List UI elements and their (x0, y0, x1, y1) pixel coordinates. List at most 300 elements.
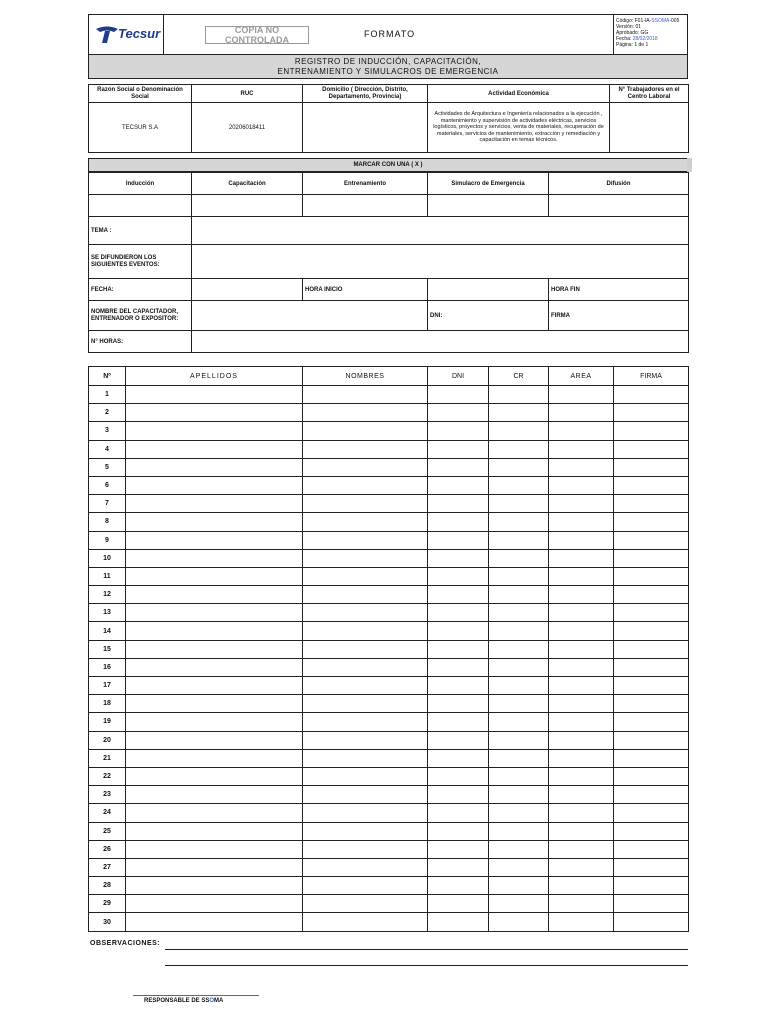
cell-dni[interactable] (428, 695, 489, 713)
table-row (89, 604, 689, 622)
cell-num: 20 (89, 731, 126, 749)
cell-cr[interactable] (489, 476, 549, 494)
logo-cell (88, 14, 164, 55)
firma-label: FIRMA (549, 301, 689, 331)
cell-area[interactable] (549, 895, 614, 913)
table-row (89, 640, 689, 658)
check-induccion[interactable] (89, 195, 192, 217)
table-row (89, 513, 689, 531)
cell-num: 12 (89, 586, 126, 604)
cell-apellidos[interactable] (126, 495, 303, 513)
cell-firma[interactable] (614, 386, 689, 404)
value-domicilio[interactable] (303, 103, 428, 153)
table-row (89, 767, 689, 785)
cell-nombres[interactable] (303, 913, 428, 931)
check-simulacro[interactable] (428, 195, 549, 217)
cell-dni[interactable] (428, 604, 489, 622)
cell-dni[interactable] (428, 767, 489, 785)
hora-inicio-label: HORA INICIO (303, 279, 428, 301)
cell-area[interactable] (549, 713, 614, 731)
cell-dni[interactable] (428, 895, 489, 913)
cell-area[interactable] (549, 877, 614, 895)
cell-cr[interactable] (489, 586, 549, 604)
observaciones-line-1[interactable] (165, 949, 688, 950)
doc-meta (613, 14, 688, 55)
eventos-label: SE DIFUNDIERON LOS SIGUIENTES EVENTOS: (89, 245, 192, 279)
cell-apellidos[interactable] (126, 531, 303, 549)
table-row (89, 786, 689, 804)
cell-nombres[interactable] (303, 840, 428, 858)
cell-dni[interactable] (428, 513, 489, 531)
cell-apellidos[interactable] (126, 567, 303, 585)
cell-num: 7 (89, 495, 126, 513)
cell-area[interactable] (549, 622, 614, 640)
cell-num: 13 (89, 604, 126, 622)
cell-nombres[interactable] (303, 586, 428, 604)
cell-firma[interactable] (614, 749, 689, 767)
horas-input[interactable] (192, 331, 689, 353)
horas-label: N° HORAS: (89, 331, 192, 353)
cell-firma[interactable] (614, 440, 689, 458)
cell-apellidos[interactable] (126, 786, 303, 804)
cell-dni[interactable] (428, 549, 489, 567)
cell-apellidos[interactable] (126, 622, 303, 640)
cell-cr[interactable] (489, 622, 549, 640)
cell-cr[interactable] (489, 786, 549, 804)
cell-num: 21 (89, 749, 126, 767)
cell-area[interactable] (549, 858, 614, 876)
cell-nombres[interactable] (303, 877, 428, 895)
cell-apellidos[interactable] (126, 386, 303, 404)
cell-apellidos[interactable] (126, 404, 303, 422)
cell-dni[interactable] (428, 586, 489, 604)
cell-nombres[interactable] (303, 731, 428, 749)
table-row (89, 658, 689, 676)
cell-nombres[interactable] (303, 695, 428, 713)
cell-cr[interactable] (489, 567, 549, 585)
meta-codigo: Código: F01-IA-SSOMA-005 (616, 18, 680, 24)
cell-firma[interactable] (614, 404, 689, 422)
details-table (88, 216, 689, 353)
cell-dni[interactable] (428, 495, 489, 513)
cell-area[interactable] (549, 531, 614, 549)
responsable-label: RESPONSABLE DE SSOMA (144, 998, 224, 1004)
cell-dni[interactable] (428, 567, 489, 585)
cell-area[interactable] (549, 422, 614, 440)
cell-apellidos[interactable] (126, 749, 303, 767)
cell-firma[interactable] (614, 713, 689, 731)
cell-num: 26 (89, 840, 126, 858)
cell-area[interactable] (549, 913, 614, 931)
table-row (89, 531, 689, 549)
cell-dni[interactable] (428, 658, 489, 676)
value-razon-social[interactable]: TECSUR S.A (89, 103, 192, 153)
col-firma: FIRMA (614, 367, 689, 386)
cell-firma[interactable] (614, 731, 689, 749)
option-difusion: Difusión (549, 173, 689, 195)
tema-input[interactable] (192, 217, 689, 245)
cell-apellidos[interactable] (126, 731, 303, 749)
meta-aprobado: Aprobado: GG (616, 30, 649, 36)
cell-cr[interactable] (489, 913, 549, 931)
cell-apellidos[interactable] (126, 895, 303, 913)
cell-cr[interactable] (489, 422, 549, 440)
marcar-table (88, 172, 689, 217)
check-difusion[interactable] (549, 195, 689, 217)
table-row (89, 549, 689, 567)
cell-area[interactable] (549, 804, 614, 822)
cell-num: 4 (89, 440, 126, 458)
cell-area[interactable] (549, 404, 614, 422)
cell-nombres[interactable] (303, 531, 428, 549)
marcar-band: MARCAR CON UNA ( X ) (88, 158, 688, 172)
cell-cr[interactable] (489, 804, 549, 822)
cell-area[interactable] (549, 840, 614, 858)
cell-nombres[interactable] (303, 677, 428, 695)
table-row (89, 713, 689, 731)
option-induccion: Inducción (89, 173, 192, 195)
attendance-table (88, 366, 689, 932)
cell-area[interactable] (549, 822, 614, 840)
cell-firma[interactable] (614, 877, 689, 895)
cell-num: 10 (89, 549, 126, 567)
fecha-input[interactable] (192, 279, 303, 301)
cell-firma[interactable] (614, 913, 689, 931)
cell-area[interactable] (549, 786, 614, 804)
table-row (89, 458, 689, 476)
cell-firma[interactable] (614, 495, 689, 513)
header-ruc: RUC (192, 85, 303, 103)
cell-dni[interactable] (428, 804, 489, 822)
cell-num: 28 (89, 877, 126, 895)
table-row (89, 622, 689, 640)
cell-firma[interactable] (614, 677, 689, 695)
cell-cr[interactable] (489, 495, 549, 513)
company-logo-text: Tecsur (118, 26, 161, 41)
cell-firma[interactable] (614, 567, 689, 585)
cell-dni[interactable] (428, 422, 489, 440)
cell-cr[interactable] (489, 640, 549, 658)
cell-nombres[interactable] (303, 440, 428, 458)
cell-dni[interactable] (428, 858, 489, 876)
cell-apellidos[interactable] (126, 840, 303, 858)
cell-firma[interactable] (614, 822, 689, 840)
cell-num: 29 (89, 895, 126, 913)
cell-nombres[interactable] (303, 386, 428, 404)
cell-num: 19 (89, 713, 126, 731)
check-entrenamiento[interactable] (303, 195, 428, 217)
cell-firma[interactable] (614, 531, 689, 549)
col-nombres: NOMBRES (303, 367, 428, 386)
meta-pagina: Página: 1 de 1 (616, 42, 649, 48)
value-trabajadores[interactable] (610, 103, 689, 153)
table-row (89, 749, 689, 767)
cell-apellidos[interactable] (126, 913, 303, 931)
cell-area[interactable] (549, 440, 614, 458)
cell-nombres[interactable] (303, 640, 428, 658)
cell-area[interactable] (549, 604, 614, 622)
cell-num: 18 (89, 695, 126, 713)
eventos-input[interactable] (192, 245, 689, 279)
cell-area[interactable] (549, 549, 614, 567)
cell-nombres[interactable] (303, 713, 428, 731)
table-row (89, 840, 689, 858)
cell-nombres[interactable] (303, 858, 428, 876)
cell-firma[interactable] (614, 549, 689, 567)
cell-apellidos[interactable] (126, 422, 303, 440)
cell-num: 8 (89, 513, 126, 531)
table-row (89, 822, 689, 840)
cell-cr[interactable] (489, 658, 549, 676)
dni-label: DNI: (428, 301, 549, 331)
table-row (89, 440, 689, 458)
value-actividad[interactable]: Actividades de Arquitectura e Ingeniería relacionados a la ejecución , mantenimiento y supervisión de actividades eléctricas, servicios logísticos, proyectos y servicios, venta de materiales, recuperación de materiales, servicios de mantenimiento, extracción y remediación y capacitación en temas técnicos. (428, 103, 610, 153)
format-cell (163, 14, 614, 55)
cell-apellidos[interactable] (126, 640, 303, 658)
cell-cr[interactable] (489, 767, 549, 785)
cell-cr[interactable] (489, 840, 549, 858)
cell-firma[interactable] (614, 658, 689, 676)
fecha-label: FECHA: (89, 279, 192, 301)
cell-cr[interactable] (489, 513, 549, 531)
cell-nombres[interactable] (303, 604, 428, 622)
cell-firma[interactable] (614, 458, 689, 476)
cell-nombres[interactable] (303, 458, 428, 476)
cell-firma[interactable] (614, 895, 689, 913)
cell-area[interactable] (549, 677, 614, 695)
cell-dni[interactable] (428, 622, 489, 640)
cell-area[interactable] (549, 476, 614, 494)
uncontrolled-copy-stamp: COPIA NO CONTROLADA (205, 26, 309, 44)
cell-apellidos[interactable] (126, 658, 303, 676)
cell-area[interactable] (549, 695, 614, 713)
cell-cr[interactable] (489, 731, 549, 749)
table-row (89, 695, 689, 713)
cell-apellidos[interactable] (126, 604, 303, 622)
table-row (89, 476, 689, 494)
option-entrenamiento: Entrenamiento (303, 173, 428, 195)
cell-dni[interactable] (428, 713, 489, 731)
cell-apellidos[interactable] (126, 822, 303, 840)
cell-firma[interactable] (614, 622, 689, 640)
cell-firma[interactable] (614, 513, 689, 531)
cell-apellidos[interactable] (126, 440, 303, 458)
capacitador-input[interactable] (192, 301, 428, 331)
cell-num: 22 (89, 767, 126, 785)
meta-version: Versión: 01 (616, 24, 642, 30)
table-row (89, 731, 689, 749)
value-ruc[interactable]: 20206018411 (192, 103, 303, 153)
company-info-table (88, 84, 689, 153)
table-row (89, 677, 689, 695)
cell-apellidos[interactable] (126, 677, 303, 695)
cell-cr[interactable] (489, 531, 549, 549)
cell-nombres[interactable] (303, 476, 428, 494)
cell-cr[interactable] (489, 458, 549, 476)
cell-dni[interactable] (428, 913, 489, 931)
table-row (89, 495, 689, 513)
cell-num: 16 (89, 658, 126, 676)
cell-cr[interactable] (489, 895, 549, 913)
cell-apellidos[interactable] (126, 858, 303, 876)
cell-area[interactable] (549, 767, 614, 785)
cell-cr[interactable] (489, 858, 549, 876)
option-simulacro: Simulacro de Emergencia (428, 173, 549, 195)
cell-nombres[interactable] (303, 749, 428, 767)
cell-cr[interactable] (489, 677, 549, 695)
cell-firma[interactable] (614, 422, 689, 440)
table-row (89, 386, 689, 404)
cell-apellidos[interactable] (126, 586, 303, 604)
title-line-1: REGISTRO DE INDUCCIÓN, CAPACITACIÓN, (294, 56, 482, 66)
cell-apellidos[interactable] (126, 476, 303, 494)
table-row (89, 858, 689, 876)
cell-firma[interactable] (614, 695, 689, 713)
cell-apellidos[interactable] (126, 458, 303, 476)
cell-dni[interactable] (428, 840, 489, 858)
option-capacitacion: Capacitación (192, 173, 303, 195)
cell-cr[interactable] (489, 386, 549, 404)
table-row (89, 404, 689, 422)
cell-dni[interactable] (428, 640, 489, 658)
cell-num: 30 (89, 913, 126, 931)
marcar-check-row (89, 195, 689, 217)
signature-line[interactable] (133, 995, 259, 996)
header-domicilio: Domicilio ( Dirección, Distrito, Departamento, Provincia) (303, 85, 428, 103)
cell-dni[interactable] (428, 386, 489, 404)
cell-dni[interactable] (428, 458, 489, 476)
cell-apellidos[interactable] (126, 549, 303, 567)
cell-dni[interactable] (428, 822, 489, 840)
cell-firma[interactable] (614, 640, 689, 658)
cell-num: 2 (89, 404, 126, 422)
cell-firma[interactable] (614, 604, 689, 622)
table-row (89, 586, 689, 604)
cell-dni[interactable] (428, 440, 489, 458)
cell-nombres[interactable] (303, 404, 428, 422)
cell-dni[interactable] (428, 404, 489, 422)
header-trabajadores: N° Trabajadores en el Centro Laboral (610, 85, 689, 103)
cell-area[interactable] (549, 731, 614, 749)
cell-apellidos[interactable] (126, 695, 303, 713)
cell-num: 24 (89, 804, 126, 822)
cell-nombres[interactable] (303, 567, 428, 585)
cell-num: 14 (89, 622, 126, 640)
cell-num: 11 (89, 567, 126, 585)
tema-label: TEMA : (89, 217, 192, 245)
title-line-2: ENTRENAMIENTO Y SIMULACROS DE EMERGENCIA (277, 66, 499, 76)
cell-nombres[interactable] (303, 822, 428, 840)
cell-firma[interactable] (614, 476, 689, 494)
cell-num: 25 (89, 822, 126, 840)
cell-nombres[interactable] (303, 549, 428, 567)
cell-area[interactable] (549, 658, 614, 676)
cell-apellidos[interactable] (126, 713, 303, 731)
cell-firma[interactable] (614, 804, 689, 822)
cell-area[interactable] (549, 586, 614, 604)
cell-nombres[interactable] (303, 658, 428, 676)
cell-cr[interactable] (489, 877, 549, 895)
observaciones-line-2[interactable] (165, 965, 688, 966)
cell-cr[interactable] (489, 713, 549, 731)
attendance-body (89, 386, 689, 932)
cell-dni[interactable] (428, 531, 489, 549)
cell-nombres[interactable] (303, 513, 428, 531)
cell-cr[interactable] (489, 822, 549, 840)
cell-firma[interactable] (614, 586, 689, 604)
cell-dni[interactable] (428, 677, 489, 695)
check-capacitacion[interactable] (192, 195, 303, 217)
cell-num: 5 (89, 458, 126, 476)
cell-firma[interactable] (614, 767, 689, 785)
cell-dni[interactable] (428, 786, 489, 804)
cell-dni[interactable] (428, 476, 489, 494)
observaciones-label: OBSERVACIONES: (90, 940, 161, 947)
cell-dni[interactable] (428, 877, 489, 895)
cell-apellidos[interactable] (126, 804, 303, 822)
cell-nombres[interactable] (303, 767, 428, 785)
cell-apellidos[interactable] (126, 513, 303, 531)
col-dni: DNI (428, 367, 489, 386)
cell-num: 27 (89, 858, 126, 876)
tecsur-logo-icon (94, 25, 120, 45)
table-row (89, 422, 689, 440)
meta-fecha: Fecha: 28/02/2018 (616, 36, 658, 42)
cell-area[interactable] (549, 513, 614, 531)
cell-nombres[interactable] (303, 622, 428, 640)
cell-nombres[interactable] (303, 495, 428, 513)
cell-nombres[interactable] (303, 786, 428, 804)
col-apellidos: APELLIDOS (126, 367, 303, 386)
cell-area[interactable] (549, 386, 614, 404)
cell-nombres[interactable] (303, 422, 428, 440)
cell-dni[interactable] (428, 731, 489, 749)
cell-cr[interactable] (489, 404, 549, 422)
cell-num: 1 (89, 386, 126, 404)
cell-cr[interactable] (489, 440, 549, 458)
cell-cr[interactable] (489, 549, 549, 567)
cell-firma[interactable] (614, 786, 689, 804)
cell-nombres[interactable] (303, 804, 428, 822)
cell-cr[interactable] (489, 695, 549, 713)
cell-num: 17 (89, 677, 126, 695)
col-cr: CR (489, 367, 549, 386)
cell-firma[interactable] (614, 858, 689, 876)
table-row (89, 877, 689, 895)
cell-dni[interactable] (428, 749, 489, 767)
capacitador-label: NOMBRE DEL CAPACITADOR, ENTRENADOR O EXPOSITOR: (89, 301, 192, 331)
cell-area[interactable] (549, 640, 614, 658)
cell-cr[interactable] (489, 749, 549, 767)
cell-nombres[interactable] (303, 895, 428, 913)
cell-cr[interactable] (489, 604, 549, 622)
header-razon-social: Razón Social o Denominación Social (89, 85, 192, 103)
cell-num: 15 (89, 640, 126, 658)
col-area: AREA (549, 367, 614, 386)
cell-area[interactable] (549, 458, 614, 476)
attendance-header-row (89, 367, 689, 386)
cell-area[interactable] (549, 567, 614, 585)
cell-apellidos[interactable] (126, 767, 303, 785)
hora-inicio-input[interactable] (428, 279, 549, 301)
cell-firma[interactable] (614, 840, 689, 858)
cell-area[interactable] (549, 749, 614, 767)
cell-apellidos[interactable] (126, 877, 303, 895)
header-actividad: Actividad Económica (428, 85, 610, 103)
table-row (89, 804, 689, 822)
cell-area[interactable] (549, 495, 614, 513)
cell-num: 23 (89, 786, 126, 804)
